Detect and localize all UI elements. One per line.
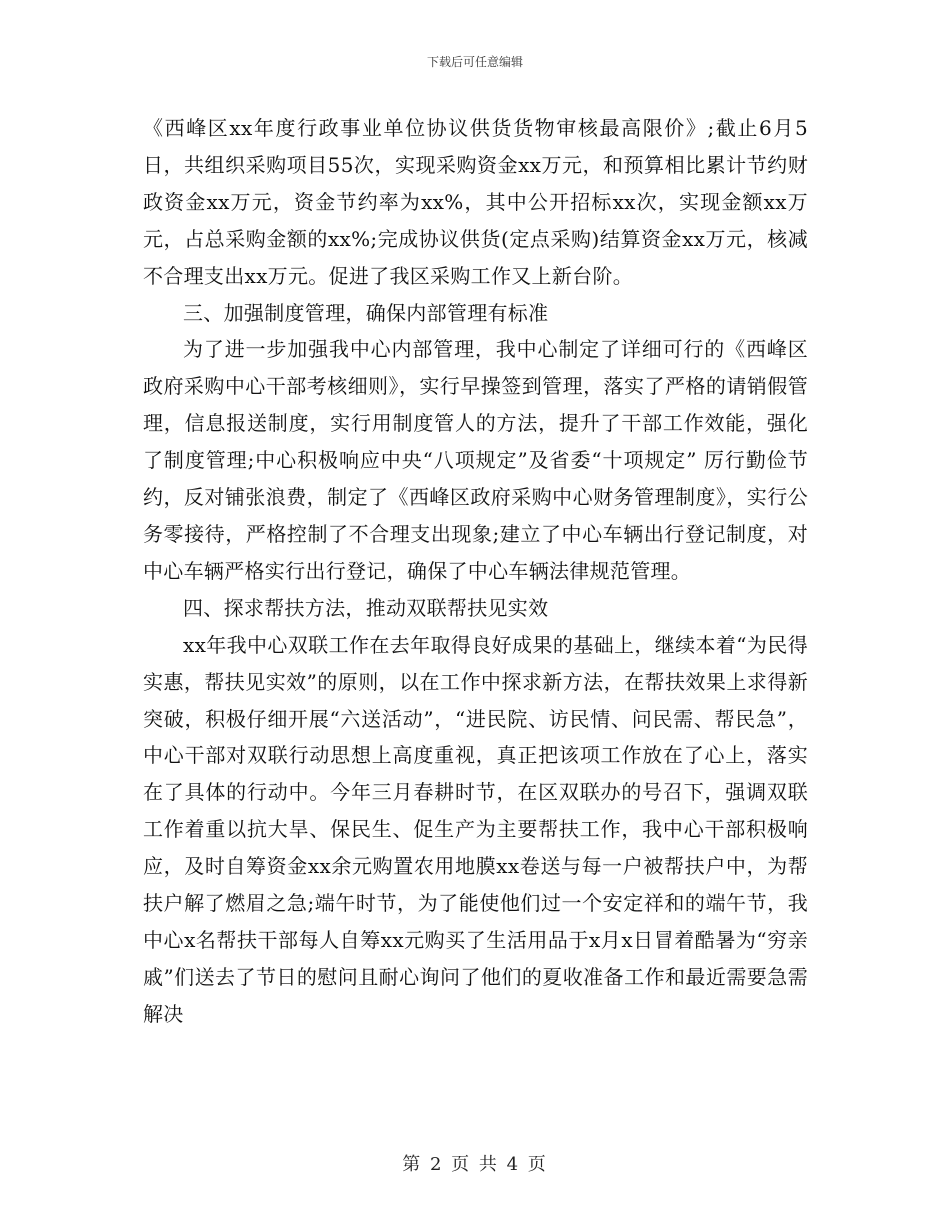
- paragraph-procurement-stats: 《西峰区xx年度行政事业单位协议供货货物审核最高限价》;截止6月5日，共组织采购项目55次，实现采购资金xx万元，和预算相比累计节约财政资金xx万元，资金节约率为xx%，其中公开招标xx次，实现金额xx万元，占总采购金额的xx%;完成协议供货(定点采购)结算资金xx万元，核减不合理支出xx万元。促进了我区采购工作又上新台阶。: [143, 116, 808, 288]
- section-heading-4: 四、探求帮扶方法，推动双联帮扶见实效: [183, 595, 549, 620]
- paragraph-twinning-assistance: xx年我中心双联工作在去年取得良好成果的基础上，继续本着“为民得实惠，帮扶见实效”的原则，以在工作中探求新方法，在帮扶效果上求得新突破，积极仔细开展“六送活动”，“进民院、访民情、问民需、帮民急”，中心干部对双联行动思想上高度重视，真正把该项工作放在了心上，落实在了具体的行动中。今年三月春耕时节，在区双联办的号召下，强调双联工作着重以抗大旱、保民生、促生产为主要帮扶工作，我中心干部积极响应，及时自筹资金xx余元购置农用地膜xx卷送与每一户被帮扶户中，为帮扶户解了燃眉之急;端午时节，为了能使他们过一个安定祥和的端午节，我中心x名帮扶干部每人自筹xx元购买了生活用品于x月x日冒着酷暑为“穷亲戚”们送去了节日的慰问且耐心询问了他们的夏收准备工作和最近需要急需解决: [143, 632, 808, 1026]
- document-body: [143, 110, 808, 1033]
- page-number: 第 2 页 共 4 页: [402, 1154, 548, 1175]
- page-header: 下载后可任意编辑: [426, 55, 523, 69]
- paragraph-internal-management: 为了进一步加强我中心内部管理，我中心制定了详细可行的《西峰区政府采购中心干部考核细则》，实行早操签到管理，落实了严格的请销假管理，信息报送制度，实行用制度管人的方法，提升了干部工作效能，强化了制度管理;中心积极响应中央“八项规定”及省委“十项规定” 厉行勤俭节约，反对铺张浪费，制定了《西峰区政府采购中心财务管理制度》，实行公务零接待，严格控制了不合理支出现象;建立了中心车辆出行登记制度，对中心车辆严格实行出行登记，确保了中心车辆法律规范管理。: [143, 337, 808, 583]
- section-heading-3: 三、加强制度管理，确保内部管理有标准: [183, 300, 549, 325]
